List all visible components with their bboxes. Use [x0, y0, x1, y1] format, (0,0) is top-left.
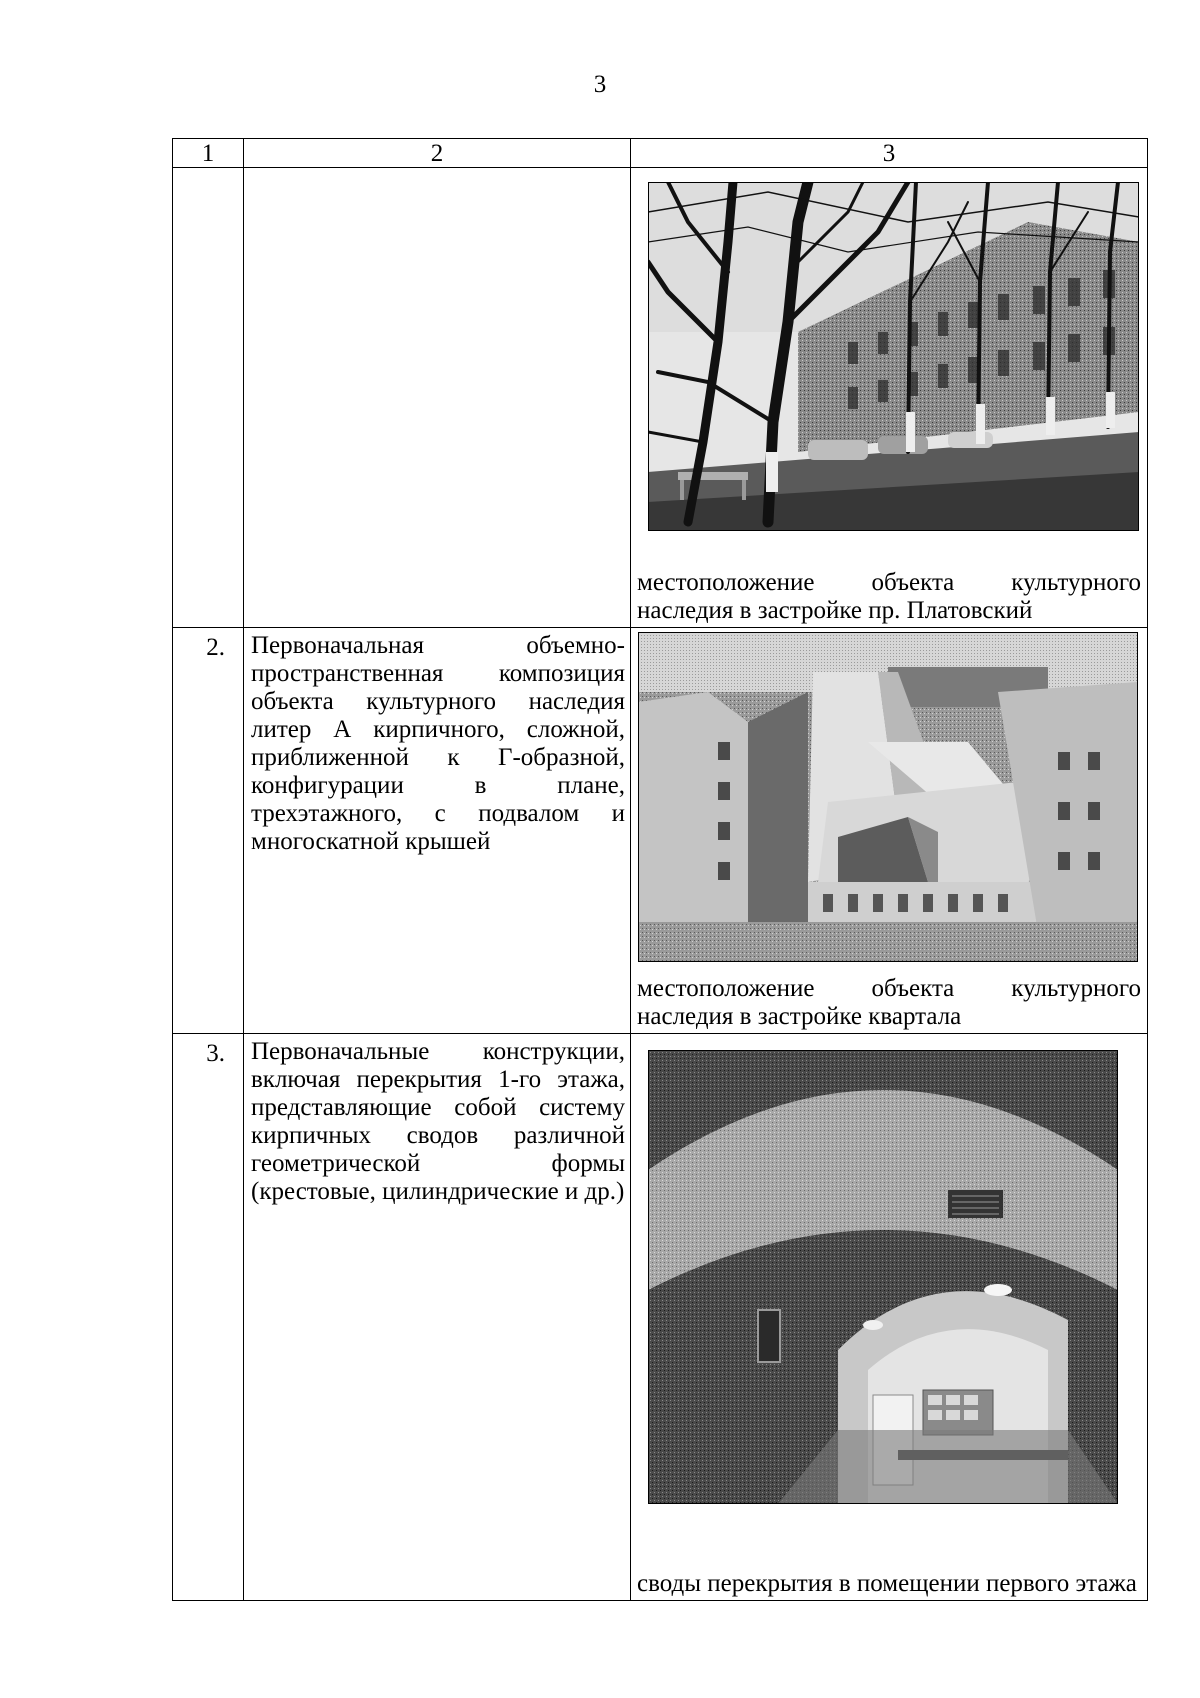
aerial-building-photo — [638, 632, 1138, 962]
vaulted-corridor-photo — [648, 1050, 1118, 1504]
photo-cell — [631, 168, 1148, 628]
page-number: 3 — [593, 71, 607, 98]
table-header-row — [173, 139, 1148, 168]
street-trees-photo — [648, 182, 1139, 531]
table-row — [173, 1034, 1148, 1601]
heritage-table — [172, 138, 1148, 1601]
row-description: Первоначальные конструкции, включая перекрытия 1-го этажа, представляющие собой систему кирпичных сводов различной геометрической формы (крестовые, цилиндрические и др.) — [244, 1034, 631, 1601]
row-description — [244, 168, 631, 628]
row-number — [173, 168, 244, 628]
row-number: 2. — [173, 628, 244, 1034]
photo-cell — [631, 628, 1148, 1034]
row-description: Первоначальная объемно-пространственная композиция объекта культурного наследия литер А кирпичного, сложной, приближенной к Г-образной, конфигурации в плане, трехэтажного, с подвалом и многоскатной крышей — [244, 628, 631, 1034]
header-col-1: 1 — [173, 139, 244, 168]
photo-cell — [631, 1034, 1148, 1601]
photo-caption: местоположение объекта культурного наследия в застройке пр. Платовский — [637, 569, 1141, 624]
header-col-2: 2 — [244, 139, 631, 168]
header-col-3: 3 — [631, 139, 1148, 168]
table-row — [173, 628, 1148, 1034]
photo-caption: местоположение объекта культурного наследия в застройке квартала — [637, 975, 1141, 1030]
row-number: 3. — [173, 1034, 244, 1601]
photo-caption: своды перекрытия в помещении первого этажа — [637, 1570, 1137, 1597]
table-row — [173, 168, 1148, 628]
